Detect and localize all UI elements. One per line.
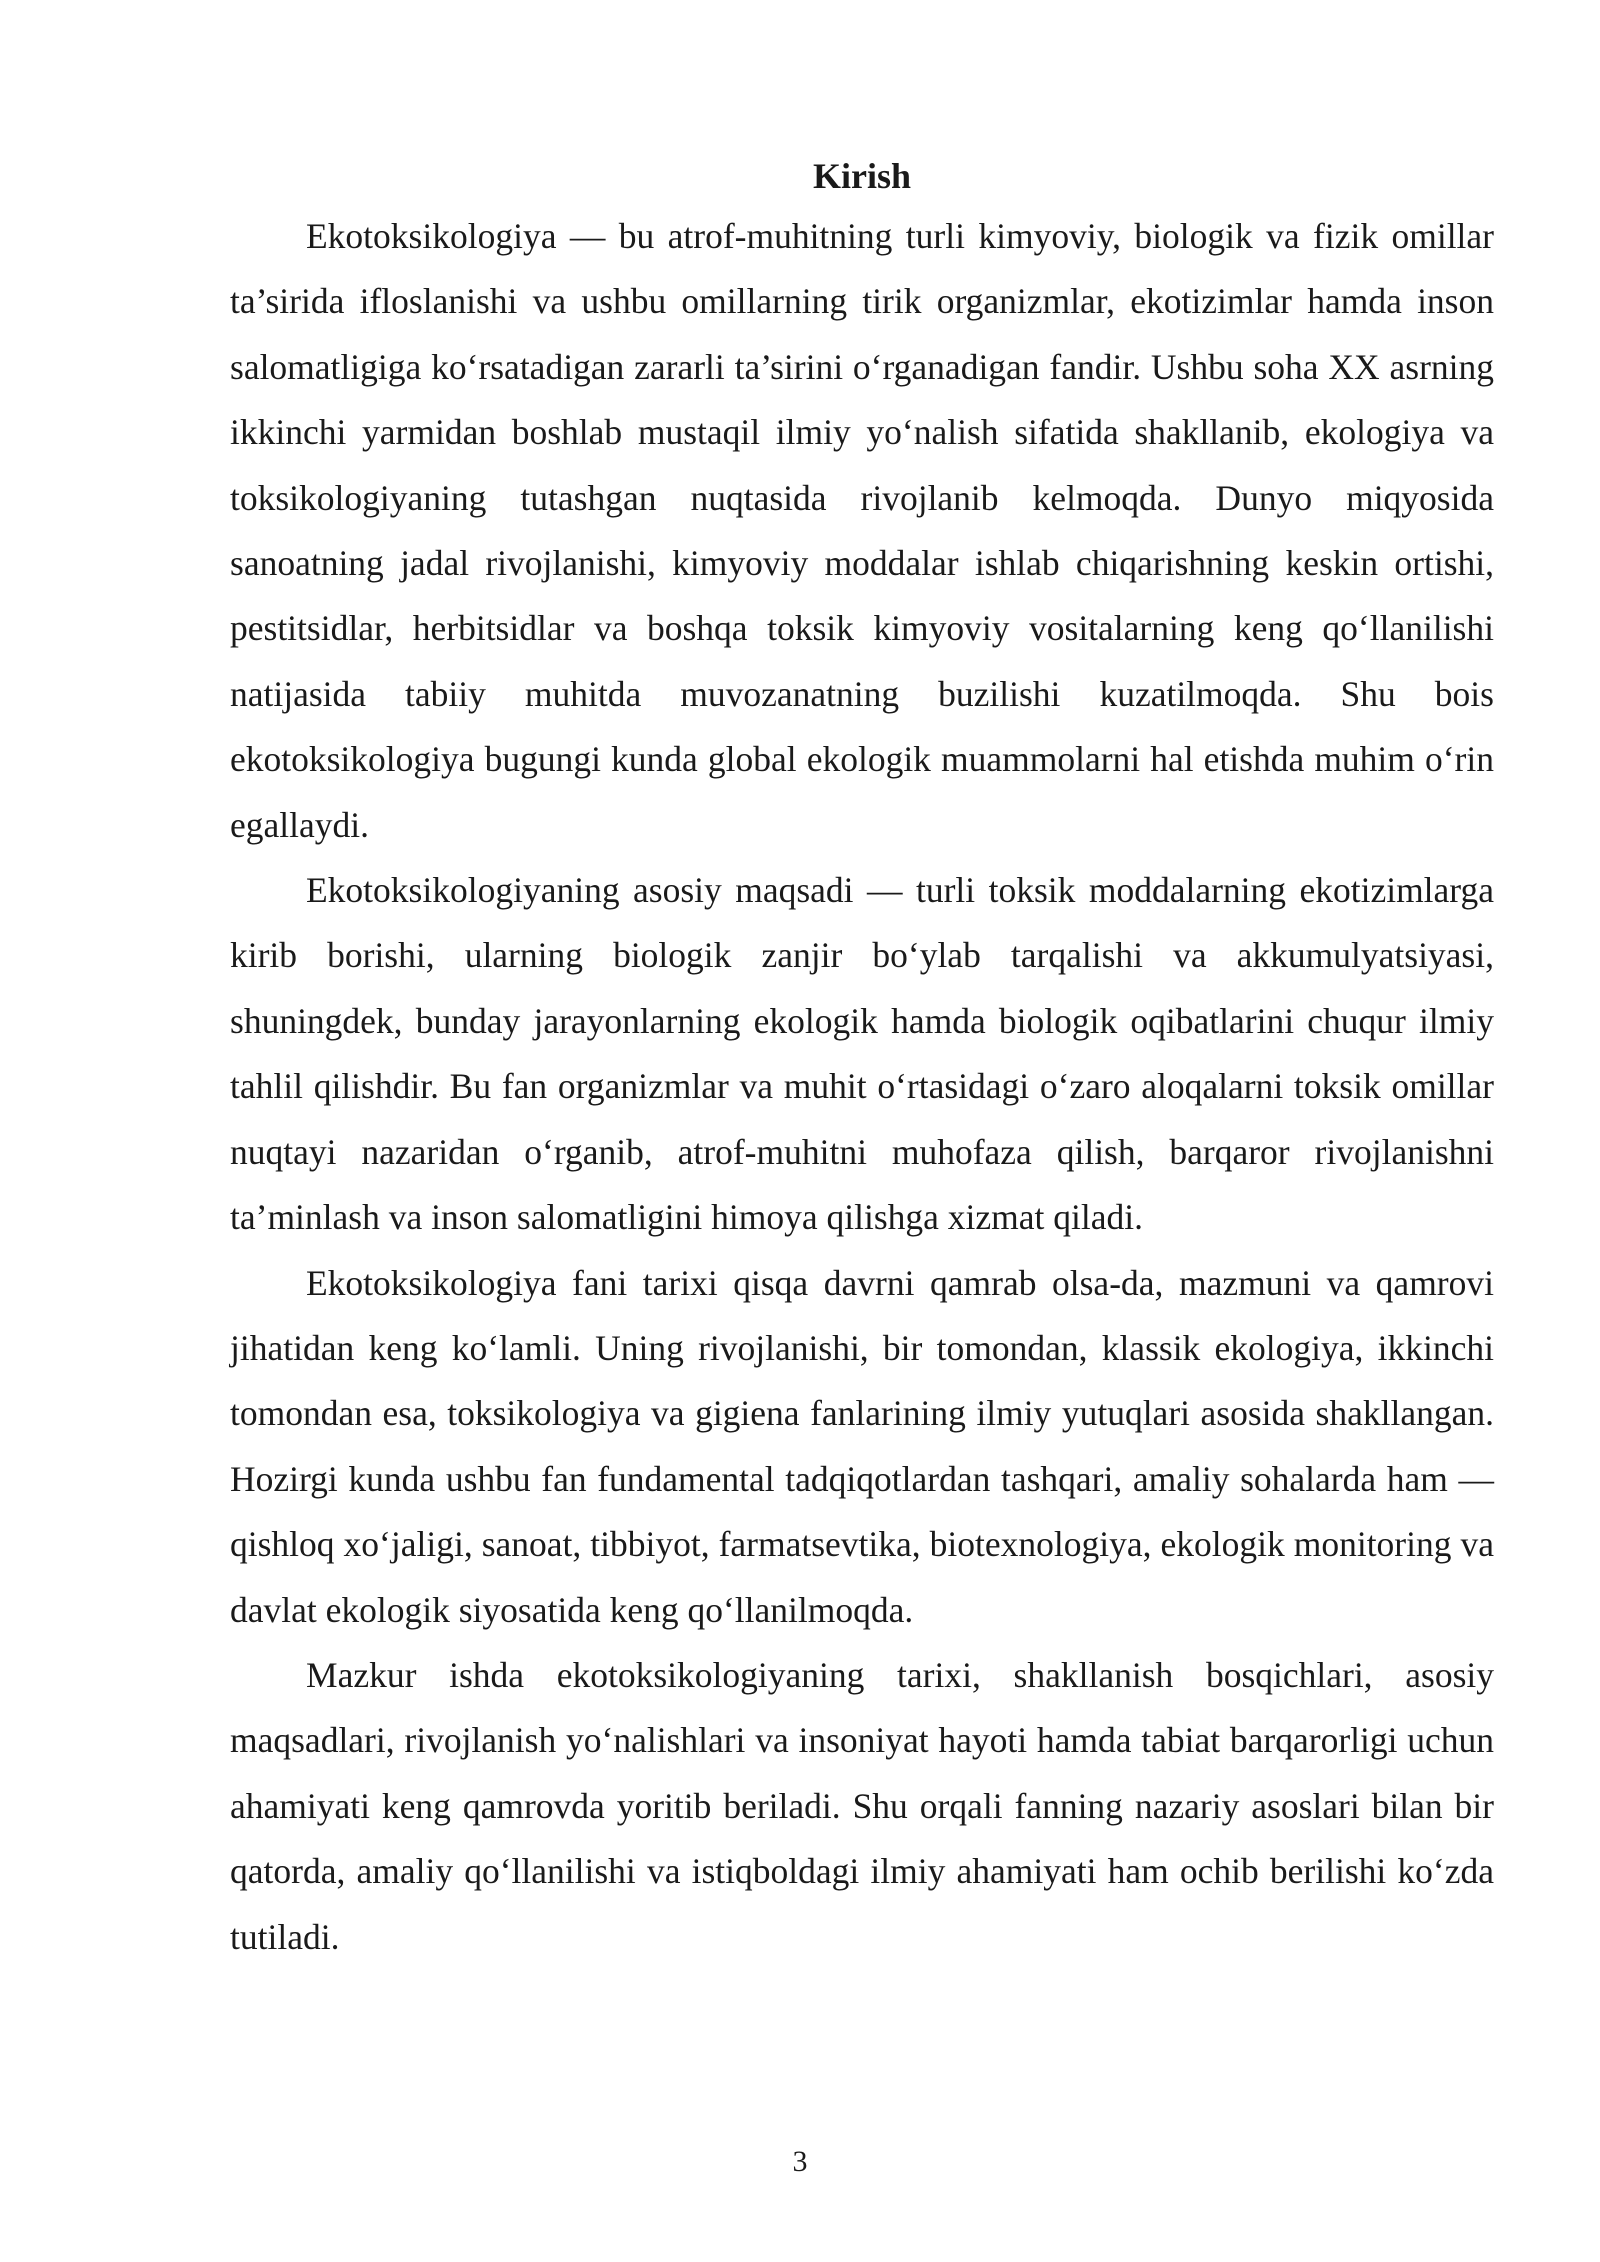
paragraph-4: Mazkur ishda ekotoksikologiyaning tarixi, shakllanish bosqichlari, asosiy maqsadlari, rivojlanish yo‘nalishlari va insoniyat hayoti hamda tabiat barqarorligi uchun ahamiyati keng qamrovda yoritib beriladi. Shu orqali fanning nazariy asoslari bilan bir qatorda, amaliy qo‘llanilishi va istiqboldagi ilmiy ahamiyati ham ochib berilishi ko‘zda tutiladi. (230, 1654, 1494, 1957)
paragraph-2: Ekotoksikologiyaning asosiy maqsadi — turli toksik moddalarning ekotizimlarga kirib borishi, ularning biologik zanjir bo‘ylab tarqalishi va akkumulyatsiyasi, shuningdek, bunday jarayonlarning ekologik hamda biologik oqibatlarini chuqur ilmiy tahlil qilishdir. Bu fan organizmlar va muhit o‘rtasidagi o‘zaro aloqalarni toksik omillar nuqtayi nazaridan o‘rganib, atrof-muhitni muhofaza qilish, barqaror rivojlanishni ta’minlash va inson salomatligini himoya qilishga xizmat qiladi. (230, 870, 1494, 1238)
paragraph-3: Ekotoksikologiya fani tarixi qisqa davrni qamrab olsa-da, mazmuni va qamrovi jihatidan keng ko‘lamli. Uning rivojlanishi, bir tomondan, klassik ekologiya, ikkinchi tomondan esa, toksikologiya va gigiena fanlarining ilmiy yutuqlari asosida shakllangan. Hozirgi kunda ushbu fan fundamental tadqiqotlardan tashqari, amaliy sohalarda ham — qishloq xo‘jaligi, sanoat, tibbiyot, farmatsevtika, biotexnologiya, ekologik monitoring va davlat ekologik siyosatida keng qo‘llanilmoqda. (230, 1262, 1494, 1630)
page-content (230, 148, 1494, 1970)
page-number: 3 (792, 2145, 808, 2178)
paragraph-1: Ekotoksikologiya — bu atrof-muhitning turli kimyoviy, biologik va fizik omillar ta’sirida ifloslanishi va ushbu omillarning tirik organizmlar, ekotizimlar hamda inson salomatligiga ko‘rsatadigan zararli ta’sirini o‘rganadigan fandir. Ushbu soha XX asrning ikkinchi yarmidan boshlab mustaqil ilmiy yo‘nalish sifatida shakllanib, ekologiya va toksikologiyaning tutashgan nuqtasida rivojlanib kelmoqda. Dunyo miqyosida sanoatning jadal rivojlanishi, kimyoviy moddalar ishlab chiqarishning keskin ortishi, pestitsidlar, herbitsidlar va boshqa toksik kimyoviy vositalarning keng qo‘llanilishi natijasida tabiiy muhitda muvozanatning buzilishi kuzatilmoqda. Shu bois ekotoksikologiya bugungi kunda global ekologik muammolarni hal etishda muhim o‘rin egallaydi. (230, 216, 1494, 845)
section-title: Kirish (812, 156, 911, 196)
